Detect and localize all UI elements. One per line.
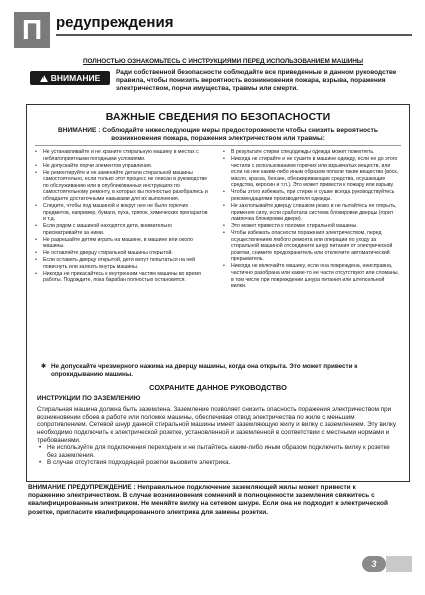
list-item: • Не ремонтируйте и не заменяйте детали стиральной машины самостоятельно, если только этот процесс не описан в руководстве по обслуживанию или в опубликованных инструкциях по самостоятельному ремонту, в которых вы полностью разобрались и обладаете достаточными навыками для их выполнения.	[35, 169, 208, 202]
page-number: 3	[362, 556, 386, 572]
list-item: • Никогда не включайте машину, если она повреждена, неисправна, частично разобрана или какие-то ее части отсутствуют или сломаны, в том числе при повреждении шнура питания или штепсельной вилки.	[223, 263, 399, 290]
door-pressure-note: ✱ Не допускайте чрезмерного нажима на дверцу машины, когда она открыта. Это может привести к опрокидыванию машины.	[41, 363, 358, 378]
section-header	[14, 12, 412, 52]
grounding-list	[37, 444, 399, 467]
list-item: • Не захлопывайте дверцу слишком резко и не пытайтесь ее открыть, применяя силу, если сработала система блокировки дверцы (горит лампочка блокировки двери).	[223, 202, 397, 223]
safety-divider	[35, 145, 401, 146]
grounding-heading: ИНСТРУКЦИИ ПО ЗАЗЕМЛЕНИЮ	[37, 395, 141, 402]
safety-left-column	[35, 149, 211, 284]
grounding-warning: ВНИМАНИЕ ПРЕДУПРЕЖДЕНИЕ : Неправильное подключение заземляющей жилы может привести к поражению электричеством. В случае возникновения сомнений в полноценности заземления свяжитесь с квалифицированным электриком. Не меняйте вилку на сетевом шнуре. Если она не подходит к электрической розетке, пригласите квалифицированного электрика для замены розетки.	[28, 484, 388, 516]
warning-badge-label: ВНИМАНИЕ	[50, 73, 101, 83]
safety-title: ВАЖНЫЕ СВЕДЕНИЯ ПО БЕЗОПАСНОСТИ	[105, 111, 331, 123]
intro-notice: ПОЛНОСТЬЮ ОЗНАКОМЬТЕСЬ С ИНСТРУКЦИЯМИ ПЕРЕД ИСПОЛЬЗОВАНИЕМ МАШИНЫ	[82, 58, 364, 65]
star-bullet-icon: ✱	[41, 363, 47, 370]
list-item: • Не разрешайте детям играть на машине, в машине или около машины.	[35, 236, 193, 250]
page-number-strip	[386, 556, 412, 572]
safety-right-column	[223, 149, 401, 290]
warning-badge	[30, 71, 110, 85]
section-title: редупреждения	[56, 14, 174, 31]
list-item: • Никогда не прикасайтесь к внутренним частям машины во время работы. Подождите, пока барабан полностью остановится.	[35, 270, 201, 284]
grounding-paragraph: Стиральная машина должна быть заземлена. Заземление позволяет снизить опасность поражения электричеством при возникновении сбоев в работе или поломке машины, обеспечивая отвод электричества по жиле с меньшим сопротивлением. Сетевой шнур данной стиральной машины имеет заземляющую жилу и вилку с заземлением. Эту вилку необходимо подключить к электрической розетке, установленной и заземленной в соответствии с местными нормами и требованиями.	[37, 406, 396, 444]
list-item: • Если рядом с машиной находятся дети, внимательно присматривайте за ними.	[35, 223, 172, 236]
list-item: • Это может привести к поломке стиральной машины.	[223, 223, 358, 230]
list-item: • Если оставить дверцу открытой, дети могут попытаться на ней повиснуть или залезть внутрь машины.	[35, 257, 196, 270]
list-item: • Не устанавливайте и не храните стиральную машину в местах с неблагоприятными погодными условиями.	[35, 149, 199, 162]
list-item: • Не допускайте порчи элементов управления.	[35, 162, 153, 169]
list-item: • Чтобы избежать опасности поражения электричеством, перед осуществлением любого ремонта или операции по уходу за стиральной машиной отсоедините шнур питания от электрической розетки, снимите предохранитель или отключите автоматический прерыватель.	[223, 230, 393, 263]
safety-subtitle: ВНИМАНИЕ : Соблюдайте нижеследующие меры предосторожности чтобы снизить вероятность возникновения пожара, поражения электричеством или травмы:	[58, 127, 378, 143]
list-item: • В случае отсутствия подходящей розетки вызовите электрика.	[39, 459, 231, 467]
header-divider	[56, 34, 412, 36]
list-item: • Не используйте для подключения переходник и не пытайтесь каким-либо иным образом подключить вилку к розетке без заземления.	[39, 444, 390, 459]
list-item: • Никогда не стирайте и не сушите в машине одежду, если ее до этого чистили с использованием горючих или взрывчатых веществ, или если на нее каким-либо иным образом попали такие вещества (воск, масло, краска, бензин, обезжиривающие средства, осушающие средства, керосин и т.п.). Это может привести к пожару или взрыву.	[223, 155, 399, 189]
warning-triangle-icon	[40, 75, 48, 82]
list-item: • В результате стирки спецодежды одежда может пожелтеть.	[223, 149, 375, 155]
list-item: • Чтобы этого избежать, при стирке и сушке всегда руководствуйтесь рекомендациями производителя одежды.	[223, 189, 395, 202]
save-manual-heading: СОХРАНИТЕ ДАННОЕ РУКОВОДСТВО	[149, 383, 287, 392]
list-item: • Следите, чтобы под машиной и вокруг нее не было горючих предметов, например, бумаги, пуха, тряпок, химических препаратов и т.д.	[35, 202, 208, 223]
list-item: • Не оставляйте дверцу стиральной машины открытой.	[35, 250, 173, 257]
safety-box	[26, 104, 410, 482]
header-initial-letter: П	[14, 12, 50, 48]
warning-text: Ради собственной безопасности соблюдайте все приведенные в данном руководстве правила, чтобы понизить вероятность возникновения пожара, взрыва, поражения электричеством, порчи имущества, травмы или смерти.	[116, 69, 397, 93]
